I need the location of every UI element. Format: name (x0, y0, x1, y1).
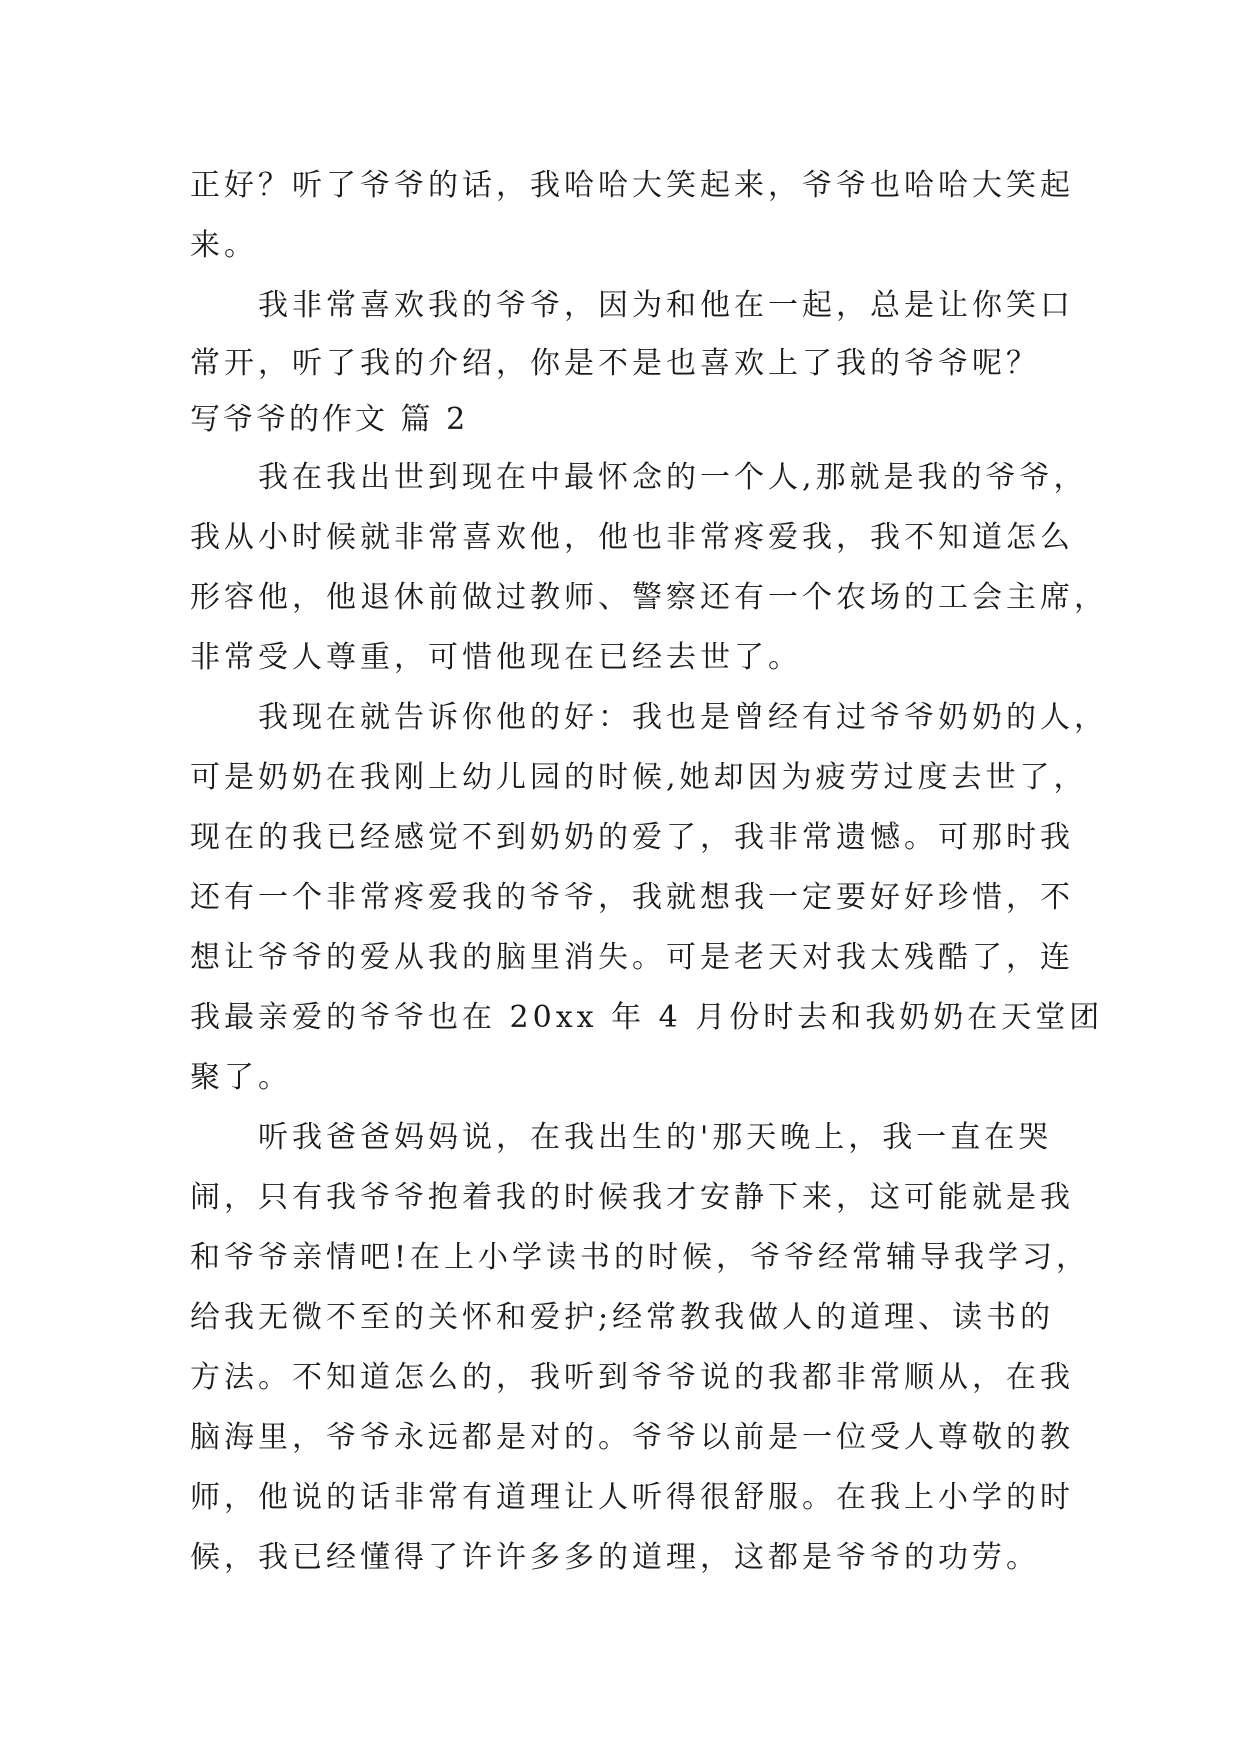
text-line: 方法。不知道怎么的，我听到爷爷说的我都非常顺从，在我 (190, 1360, 1074, 1395)
text-line: 现在的我已经感觉不到奶奶的爱了，我非常遗憾。可那时我 (190, 820, 1074, 855)
text-line: 和爷爷亲情吧!在上小学读书的时候，爷爷经常辅导我学习， (190, 1240, 1091, 1275)
text-line: 我最亲爱的爷爷也在 20xx 年 4 月份时去和我奶奶在天堂团 (190, 1000, 1104, 1035)
text-line: 非常受人尊重，可惜他现在已经去世了。 (190, 640, 802, 675)
text-line: 我从小时候就非常喜欢他，他也非常疼爱我，我不知道怎么 (190, 520, 1074, 555)
text-line: 师，他说的话非常有道理让人听得很舒服。在我上小学的时 (190, 1480, 1074, 1515)
paragraph-line: 听我爸爸妈妈说，在我出生的'那天晚上，我一直在哭 (258, 1120, 1053, 1155)
paragraph-line: 我非常喜欢我的爷爷，因为和他在一起，总是让你笑口 (258, 288, 1074, 323)
text-line: 来。 (190, 228, 258, 263)
paragraph-line: 我现在就告诉你他的好：我也是曾经有过爷爷奶奶的人， (258, 700, 1108, 735)
paragraph-line: 我在我出世到现在中最怀念的一个人,那就是我的爷爷， (258, 460, 1088, 495)
text-line: 还有一个非常疼爱我的爷爷，我就想我一定要好好珍惜，不 (190, 880, 1074, 915)
text-line: 常开，听了我的介绍，你是不是也喜欢上了我的爷爷呢？ (190, 346, 1040, 381)
section-heading: 写爷爷的作文 篇 2 (190, 402, 469, 437)
text-line: 聚了。 (190, 1060, 292, 1095)
text-line: 候，我已经懂得了许许多多的道理，这都是爷爷的功劳。 (190, 1540, 1040, 1575)
text-line: 正好？听了爷爷的话，我哈哈大笑起来，爷爷也哈哈大笑起 (190, 168, 1074, 203)
text-line: 给我无微不至的关怀和爱护;经常教我做人的道理、读书的 (190, 1300, 1055, 1335)
text-line: 形容他，他退休前做过教师、警察还有一个农场的工会主席， (190, 580, 1108, 615)
text-line: 脑海里，爷爷永远都是对的。爷爷以前是一位受人尊敬的教 (190, 1420, 1074, 1455)
text-line: 可是奶奶在我刚上幼儿园的时候,她却因为疲劳过度去世了， (190, 760, 1088, 795)
text-line: 闹，只有我爷爷抱着我的时候我才安静下来，这可能就是我 (190, 1180, 1074, 1215)
text-line: 想让爷爷的爱从我的脑里消失。可是老天对我太残酷了，连 (190, 940, 1074, 975)
